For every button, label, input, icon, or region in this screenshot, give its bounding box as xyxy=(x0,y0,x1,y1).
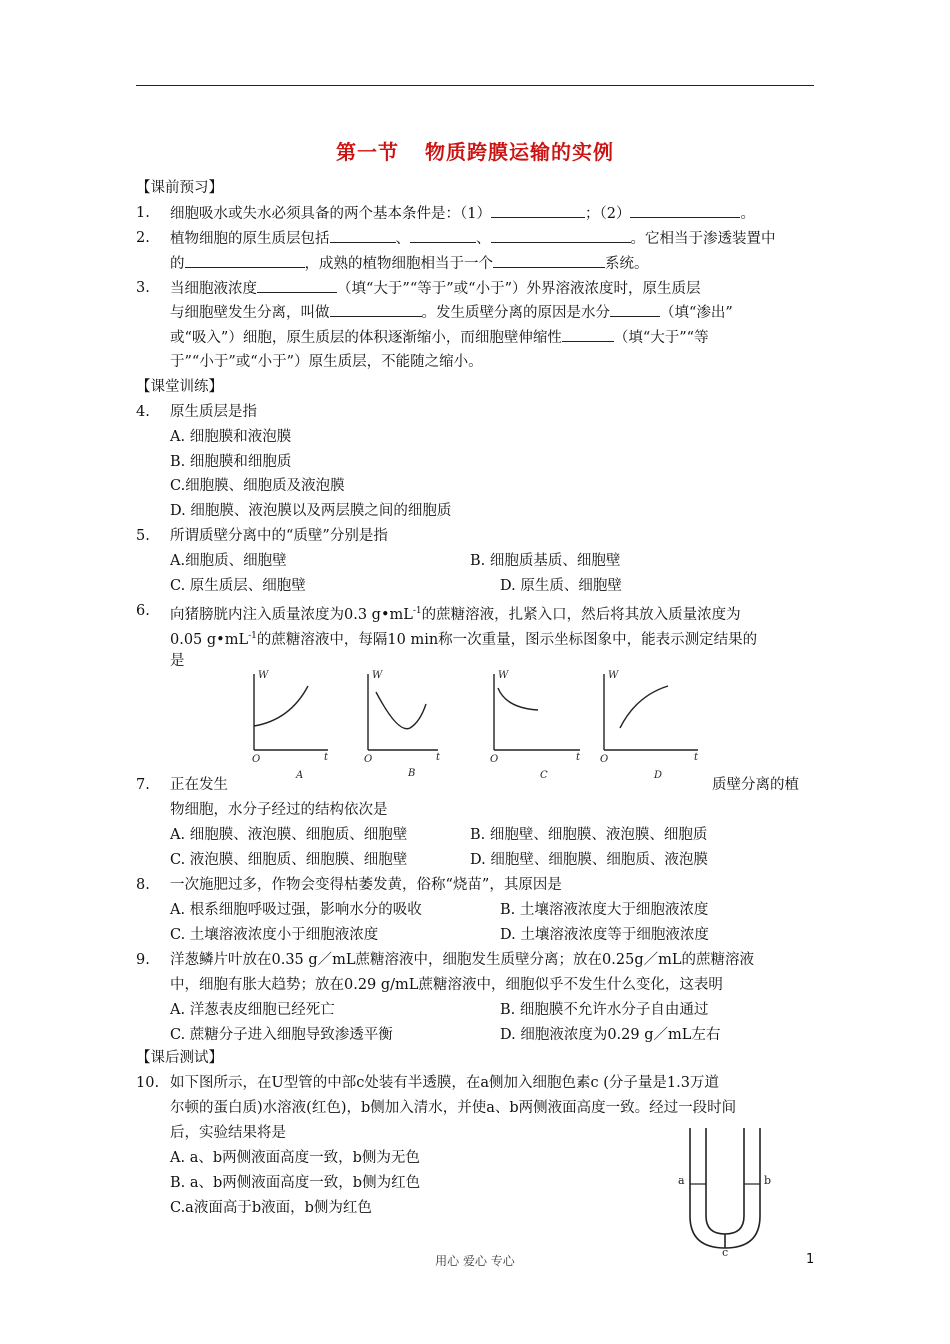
q3-text-a: 当细胞液浓度 xyxy=(170,281,257,297)
q3-line-2 xyxy=(170,302,733,323)
q2-sep-1: 、 xyxy=(395,231,410,247)
graph-a-w-label: W xyxy=(258,670,269,681)
q7-option-b[interactable]: B. 细胞壁、细胞膜、液泡膜、细胞质 xyxy=(470,827,708,843)
q2-text-c: 的 xyxy=(170,256,185,272)
q4-option-b[interactable]: B. 细胞膜和细胞质 xyxy=(170,454,292,470)
q9-line-2: 中，细胞有胀大趋势；放在0.29 g/mL蔗糖溶液中，细胞似乎不发生什么变化，这表明 xyxy=(170,977,723,993)
q5-option-d[interactable]: D. 原生质、细胞壁 xyxy=(500,578,622,594)
q4-number: 4. xyxy=(136,404,150,420)
q4-option-a[interactable]: A. 细胞膜和液泡膜 xyxy=(170,429,292,445)
q5-stem: 所谓质壁分离中的“质壁”分别是指 xyxy=(170,528,388,544)
graph-c-label: C xyxy=(540,770,548,781)
q10-option-b[interactable]: B. a、b两侧液面高度一致，b侧为红色 xyxy=(170,1175,421,1191)
q3-text-f: 或“吸入”）细胞，原生质层的体积逐渐缩小，而细胞壁伸缩性 xyxy=(170,330,562,346)
q6-graphs xyxy=(238,664,828,784)
q7-option-c[interactable]: C. 液泡膜、细胞质、细胞膜、细胞壁 xyxy=(170,852,408,868)
graph-d-t-label: t xyxy=(694,752,699,763)
q7-text-b: 质壁分离的植 xyxy=(712,777,799,793)
q1-text xyxy=(170,203,755,224)
q3-line-3 xyxy=(170,327,709,348)
q10-line-2: 尔顿的蛋白质)水溶液(红色)，b侧加入清水，并使a、b两侧液面高度一致。经过一段时间 xyxy=(170,1100,737,1116)
page-footer: 用心 爱心 专心 xyxy=(435,1254,515,1268)
q3-number: 3. xyxy=(136,280,150,296)
q8-option-b[interactable]: B. 土壤溶液浓度大于细胞液浓度 xyxy=(500,902,709,918)
q3-line-4: 于”“小于”或“小于”）原生质层，不能随之缩小。 xyxy=(170,354,483,370)
q6-number: 6. xyxy=(136,603,150,619)
graph-b-label: B xyxy=(408,768,416,779)
q7-text-a: 正在发生 xyxy=(170,777,228,793)
graph-a-curve xyxy=(254,686,308,726)
q2-line-1 xyxy=(170,228,776,249)
q8-number: 8. xyxy=(136,877,150,893)
title-section-number: 第一节 xyxy=(336,140,399,164)
graph-c-o-label: O xyxy=(490,754,499,765)
graph-a-o-label: O xyxy=(252,754,261,765)
q10-line-1: 如下图所示，在U型管的中部c处装有半透膜，在a侧加入细胞色素c (分子量是1.3万道 xyxy=(170,1075,719,1091)
q8-option-c[interactable]: C. 土壤溶液浓度小于细胞液浓度 xyxy=(170,927,379,943)
q6-line-1 xyxy=(170,601,741,625)
graph-b-o-label: O xyxy=(364,754,373,765)
q4-option-c[interactable]: C.细胞膜、细胞质及液泡膜 xyxy=(170,478,345,494)
q2-number: 2. xyxy=(136,230,150,246)
q9-option-a[interactable]: A. 洋葱表皮细胞已经死亡 xyxy=(170,1002,335,1018)
graph-c-curve xyxy=(498,688,538,710)
q6-superscript-1: -1 xyxy=(412,606,422,616)
q2-line-2 xyxy=(170,253,649,274)
q5-option-a[interactable]: A.细胞质、细胞壁 xyxy=(170,553,287,569)
q6-line-3: 是 xyxy=(170,653,185,669)
q7-option-a[interactable]: A. 细胞膜、液泡膜、细胞质、细胞壁 xyxy=(170,827,408,843)
graph-d[interactable] xyxy=(604,674,698,750)
q5-option-b[interactable]: B. 细胞质基质、细胞壁 xyxy=(470,553,621,569)
q6-line-2 xyxy=(170,626,757,650)
q6-text-2b: 的蔗糖溶液中，每隔10 min称一次重量，图示坐标图象中，能表示测定结果的 xyxy=(256,631,758,648)
q10-line-3: 后，实验结果将是 xyxy=(170,1125,286,1141)
q9-number: 9. xyxy=(136,952,150,968)
q3-blank-4[interactable] xyxy=(562,327,614,342)
graph-d-curve xyxy=(620,686,668,728)
graph-a-label: A xyxy=(296,770,304,781)
q2-stem: 植物细胞的原生质层包括 xyxy=(170,231,330,247)
q9-option-c[interactable]: C. 蔗糖分子进入细胞导致渗透平衡 xyxy=(170,1027,393,1043)
q4-option-d[interactable]: D. 细胞膜、液泡膜以及两层膜之间的细胞质 xyxy=(170,503,452,519)
section-practice: 【课堂训练】 xyxy=(136,379,223,395)
q2-blank-4[interactable] xyxy=(185,253,305,268)
q7-text-c: 物细胞，水分子经过的结构依次是 xyxy=(170,802,388,818)
page-title xyxy=(0,136,950,165)
q2-blank-1[interactable] xyxy=(330,228,396,243)
q7-option-d[interactable]: D. 细胞壁、细胞膜、细胞质、液泡膜 xyxy=(470,852,708,868)
section-test: 【课后测试】 xyxy=(136,1050,223,1066)
q1-mid: ；（2） xyxy=(584,206,631,222)
graph-d-o-label: O xyxy=(600,754,609,765)
q3-line-1 xyxy=(170,278,700,299)
q10-option-c[interactable]: C.a液面高于b液面，b侧为红色 xyxy=(170,1200,372,1216)
q8-stem: 一次施肥过多，作物会变得枯萎发黄，俗称“烧苗”，其原因是 xyxy=(170,877,562,893)
q2-blank-2[interactable] xyxy=(410,228,476,243)
q6-text-2a: 0.05 g•mL xyxy=(170,631,249,648)
q4-stem: 原生质层是指 xyxy=(170,404,257,420)
graph-b[interactable] xyxy=(368,674,438,750)
header-rule xyxy=(136,85,814,86)
u-tube-inner xyxy=(706,1128,744,1234)
q3-text-d: 。发生质壁分离的原因是水分 xyxy=(421,305,610,321)
u-tube-outer xyxy=(690,1128,760,1248)
q5-option-c[interactable]: C. 原生质层、细胞壁 xyxy=(170,578,306,594)
q2-text-e: 系统。 xyxy=(605,256,649,272)
graph-d-w-label: W xyxy=(608,670,619,681)
q1-blank-2[interactable] xyxy=(630,203,740,218)
u-tube-diagram xyxy=(670,1126,790,1256)
q9-option-b[interactable]: B. 细胞膜不允许水分子自由通过 xyxy=(500,1002,709,1018)
q5-number: 5. xyxy=(136,528,150,544)
q2-blank-5[interactable] xyxy=(493,253,605,268)
q10-option-a[interactable]: A. a、b两侧液面高度一致，b侧为无色 xyxy=(170,1150,420,1166)
q3-blank-1[interactable] xyxy=(257,278,337,293)
page-number: 1 xyxy=(806,1252,815,1267)
graph-c-t-label: t xyxy=(576,752,581,763)
q3-text-c: 与细胞壁发生分离，叫做 xyxy=(170,305,330,321)
q8-option-a[interactable]: A. 根系细胞呼吸过强，影响水分的吸收 xyxy=(170,902,422,918)
q3-blank-2[interactable] xyxy=(330,302,422,317)
title-text: 物质跨膜运输的实例 xyxy=(425,140,614,164)
graph-b-curve xyxy=(376,692,426,729)
q3-text-b: （填“大于”“等于”或“小于”）外界溶液浓度时，原生质层 xyxy=(337,281,701,297)
q9-line-1: 洋葱鳞片叶放在0.35 g／mL蔗糖溶液中，细胞发生质壁分离；放在0.25g／mL的蔗糖溶液 xyxy=(170,952,754,968)
graph-b-w-label: W xyxy=(372,670,383,681)
q9-option-d[interactable]: D. 细胞液浓度为0.29 g／mL左右 xyxy=(500,1027,721,1043)
q1-blank-1[interactable] xyxy=(491,203,585,218)
q3-text-g: （填“大于”“等 xyxy=(613,330,709,346)
q1-number: 1. xyxy=(136,205,150,221)
q2-sep-2: 、 xyxy=(476,231,491,247)
q6-text-1a: 向猪膀胱内注入质量浓度为0.3 g•mL xyxy=(170,606,413,623)
q2-text-b: 。它相当于渗透装置中 xyxy=(630,231,776,247)
graph-d-label: D xyxy=(654,770,663,781)
graph-a-t-label: t xyxy=(324,752,329,763)
label-c: c xyxy=(722,1246,729,1256)
q1-stem: 细胞吸水或失水必须具备的两个基本条件是：（1） xyxy=(170,206,491,222)
graph-c[interactable] xyxy=(494,674,580,750)
graph-a[interactable] xyxy=(254,674,328,750)
q3-text-e: （填“渗出” xyxy=(660,305,733,321)
graph-c-w-label: W xyxy=(498,670,509,681)
q1-end: 。 xyxy=(740,206,755,222)
label-a: a xyxy=(678,1174,685,1187)
graph-b-t-label: t xyxy=(436,752,441,763)
section-preview: 【课前预习】 xyxy=(136,180,223,196)
q7-number: 7. xyxy=(136,777,150,793)
q3-blank-3[interactable] xyxy=(610,302,660,317)
q6-text-1b: 的蔗糖溶液，扎紧入口，然后将其放入质量浓度为 xyxy=(421,606,741,623)
q2-text-d: ，成熟的植物细胞相当于一个 xyxy=(304,256,493,272)
q8-option-d[interactable]: D. 土壤溶液浓度等于细胞液浓度 xyxy=(500,927,709,943)
q2-blank-3[interactable] xyxy=(491,228,631,243)
q10-number: 10. xyxy=(136,1075,160,1091)
q6-superscript-2: -1 xyxy=(248,631,257,641)
label-b: b xyxy=(764,1174,772,1187)
